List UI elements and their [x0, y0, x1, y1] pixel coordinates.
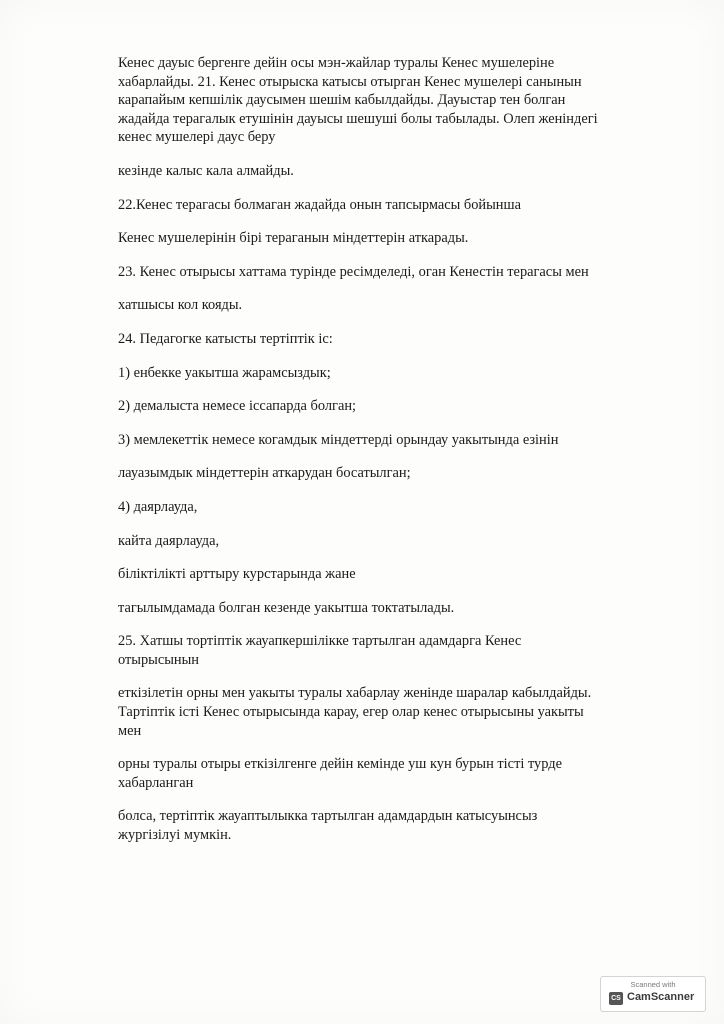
camscanner-name: CamScanner [627, 991, 695, 1003]
text-line: 24. Педагогке катысты тертіптік іс: [118, 330, 333, 347]
paragraph [118, 162, 658, 181]
text-line: кезінде калыс кала алмайды. [118, 162, 294, 179]
text-line: 25. Хатшы тортіптік жауапкершілікке тартылган адамдарга Кенес [118, 633, 522, 650]
paragraph [118, 364, 658, 383]
paragraph [118, 196, 658, 215]
text-line: 22.Кенес терагасы болмаган жадайда онын тапсырмасы бойынша [118, 196, 521, 213]
paragraph [118, 498, 658, 517]
text-line: Кенес дауыс бергенге дейін осы мэн-жайлар туралы Кенес мушелеріне [118, 55, 555, 71]
paragraph [118, 330, 658, 349]
text-line: лауазымдык міндеттерін аткарудан босатылган; [118, 465, 411, 482]
paragraph [118, 296, 658, 315]
paragraph [118, 431, 658, 450]
camscanner-logo-icon: CS [609, 992, 623, 1005]
text-line: болса, тертіптік жауаптылыкка тартылган адамдардын катысуынсыз [118, 808, 538, 825]
document-body [118, 54, 658, 860]
paragraph [118, 263, 658, 282]
text-line: хатшысы кол кояды. [118, 297, 243, 314]
paragraph [118, 397, 658, 416]
paragraph [118, 684, 658, 740]
paragraph [118, 599, 658, 618]
text-line: 2) демалыста немесе іссапарда болган; [118, 398, 357, 415]
paragraph [118, 229, 658, 248]
text-line: біліктілікті арттыру курстарында жане [118, 566, 356, 583]
text-line: 4) даярлауда, [118, 498, 198, 515]
paragraph [118, 565, 658, 584]
text-line: 1) енбекке уакытша жарамсыздык; [118, 364, 331, 381]
text-line: Кенес мушелерінін бірі тераганын міндеттерін аткарады. [118, 230, 469, 247]
text-line: карапайым кепшілік даусымен шешім кабылдайды. Дауыстар тен болган [118, 92, 566, 109]
text-line: орны туралы отыры еткізілгенге дейін кемінде уш кун бурын тісті турде [118, 756, 562, 773]
text-line: мен [118, 722, 142, 739]
text-line: еткізілетін орны мен уакыты туралы хабарлау женінде шаралар кабылдайды. [118, 685, 592, 702]
text-line: 3) мемлекеттік немесе когамдык міндеттерді орындау уакытында езінін [118, 431, 559, 448]
text-line: 23. Кенес отырысы хаттама турінде ресімделеді, оган Кенестін терагасы мен [118, 263, 589, 280]
scanned-with-label: Scanned with [630, 980, 676, 989]
paragraph [118, 54, 658, 147]
text-line: кайта даярлауда, [118, 532, 220, 549]
camscanner-watermark [600, 976, 706, 1012]
text-line: хабарланган [118, 774, 194, 791]
text-line: жургізілуі мумкін. [118, 827, 232, 844]
paragraph [118, 755, 658, 792]
text-line: тагылымдамада болган кезенде уакытша токтатылады. [118, 599, 455, 616]
paragraph [118, 464, 658, 483]
paragraph [118, 807, 658, 844]
text-line: жадайда терагалык етушінін дауысы шешуші болы табылады. Олеп женіндегі [118, 110, 598, 127]
text-line: хабарлайды. 21. Кенес отырыска катысы отырган Кенес мушелері санынын [118, 73, 582, 90]
text-line: Тартіптік істі Кенес отырысында карау, егер олар кенес отырысыны уакыты [118, 704, 584, 721]
text-line: отырысынын [118, 651, 199, 668]
paragraph [118, 532, 658, 551]
text-line: кенес мушелері даус беру [118, 129, 276, 146]
paragraph [118, 632, 658, 669]
